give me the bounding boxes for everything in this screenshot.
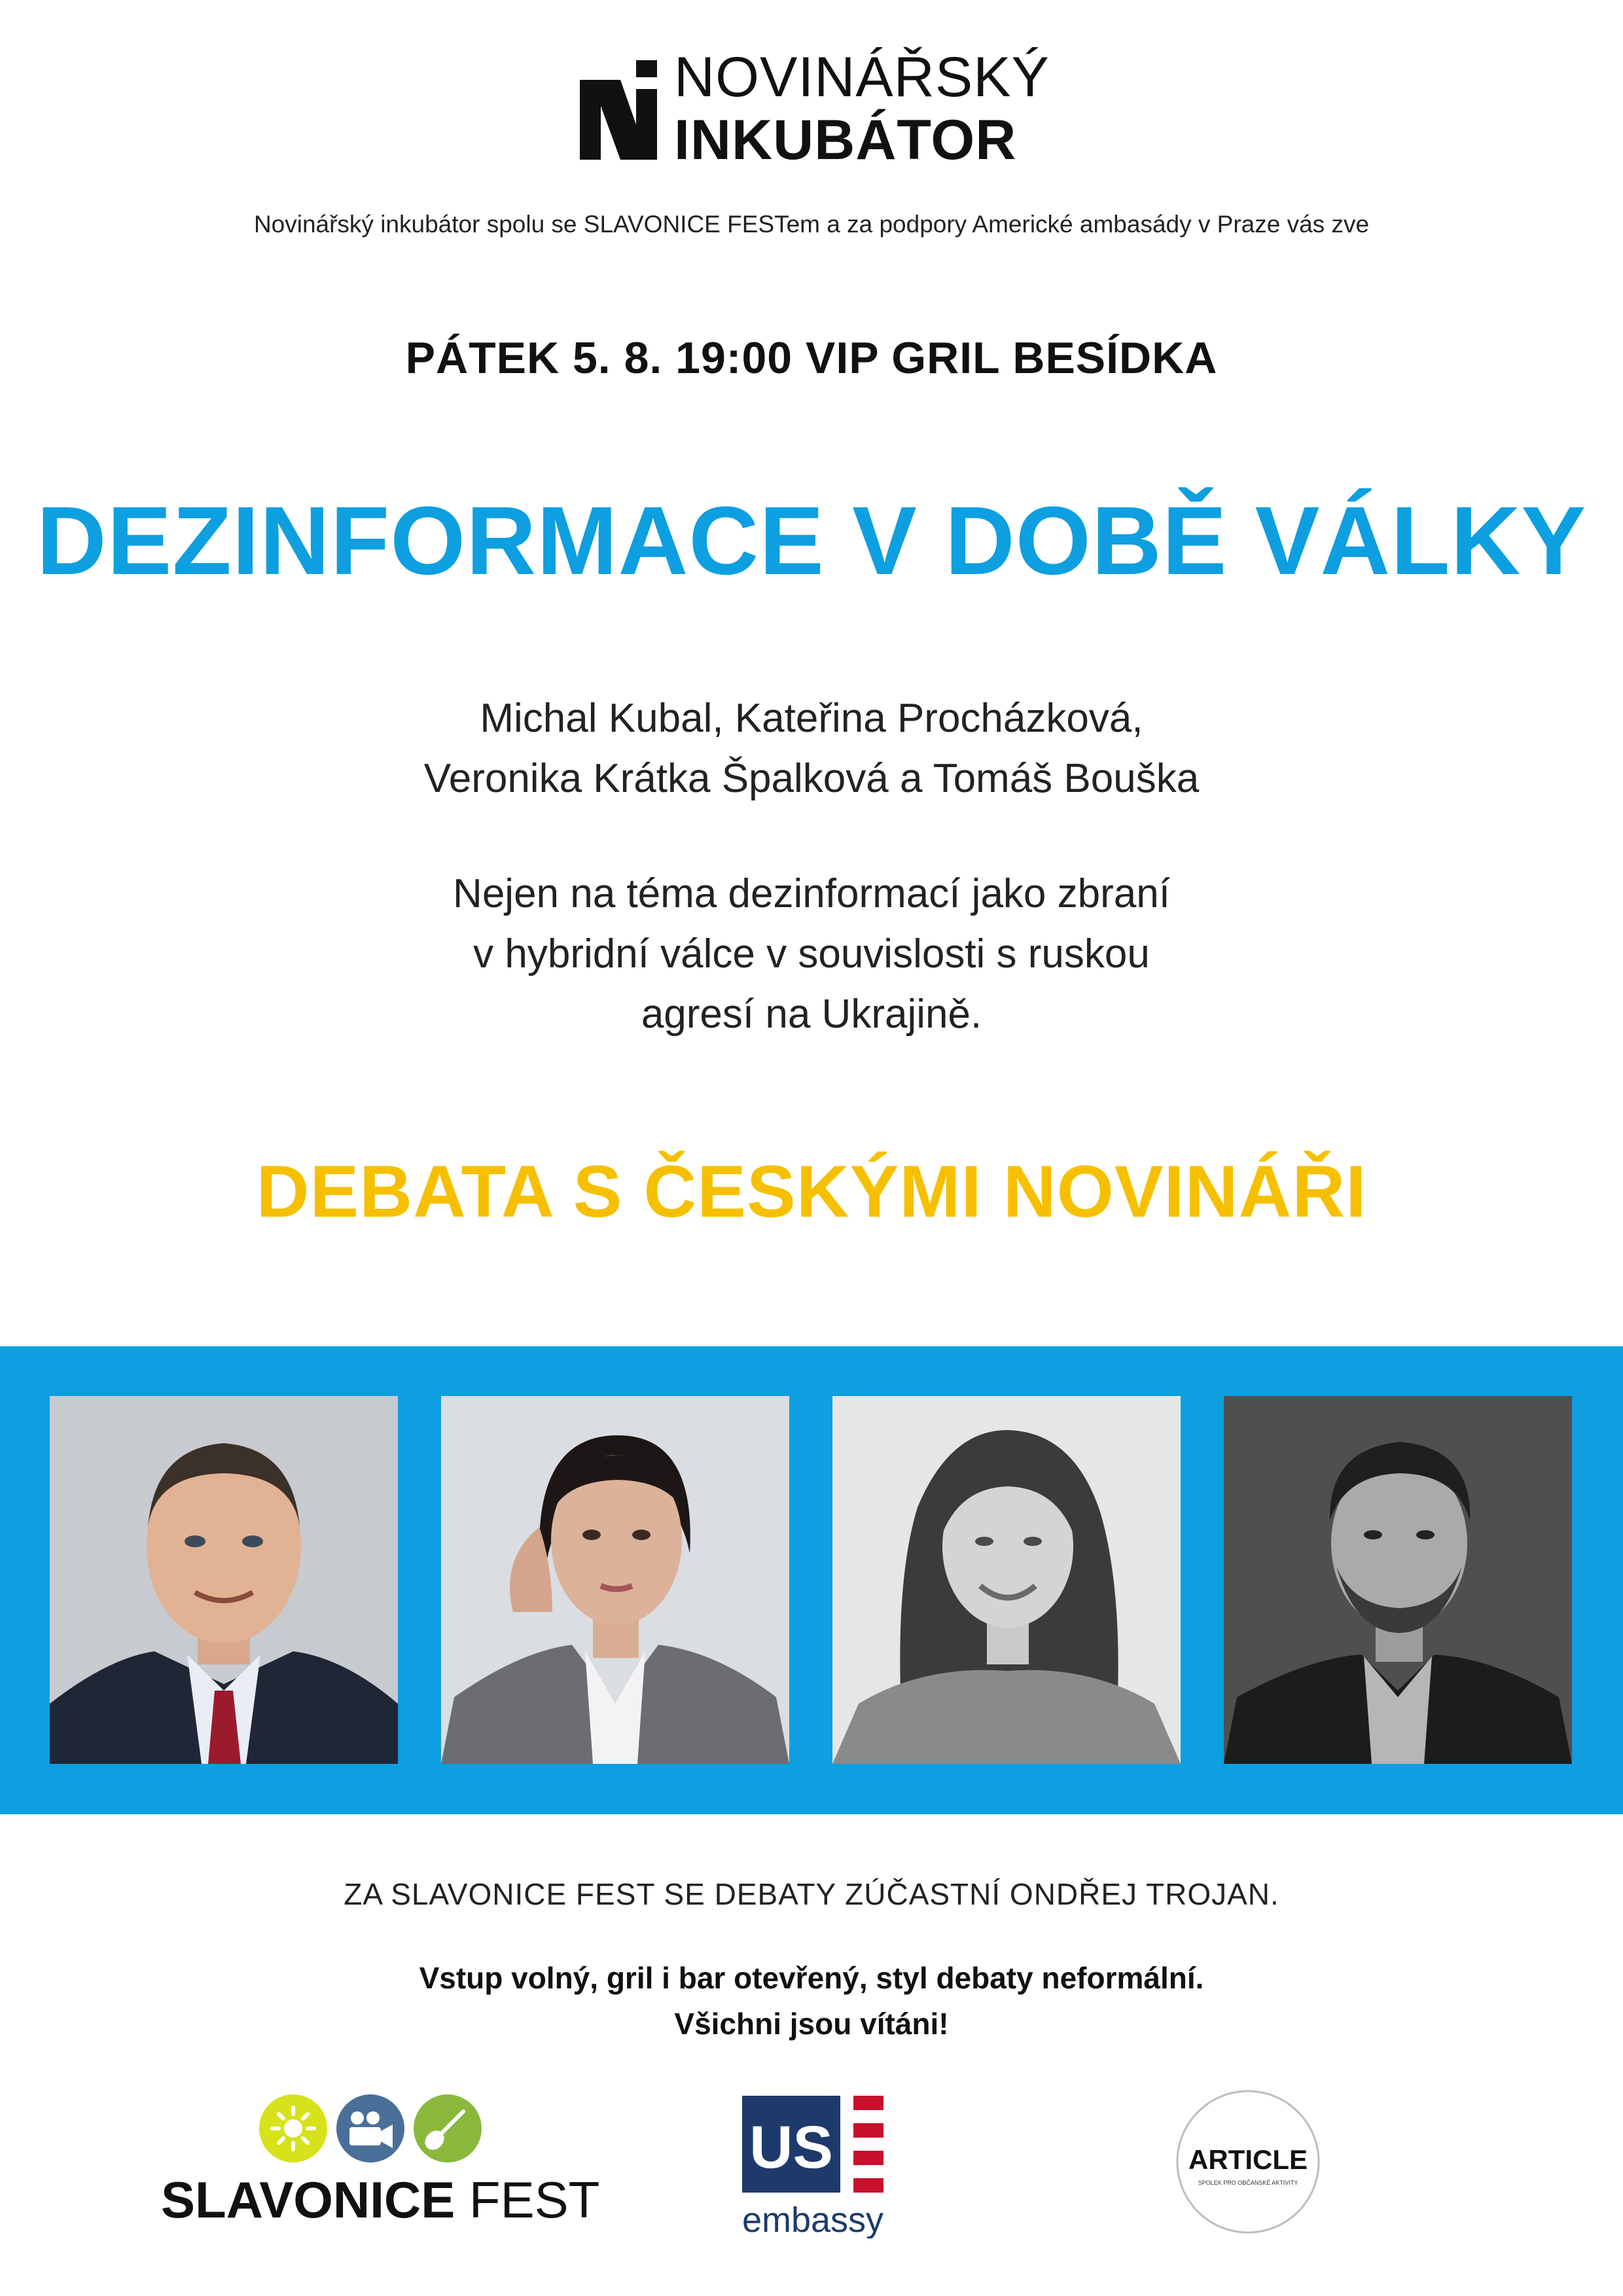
participation-note: ZA SLAVONICE FEST SE DEBATY ZÚČASTNÍ ONDŘEJ TROJAN.: [344, 1877, 1279, 1911]
article-label: ARTICLE: [1188, 2144, 1308, 2175]
embassy-label: embassy: [742, 2200, 883, 2238]
portrait-photo-woman-blazer: [441, 1396, 789, 1764]
slavonice-fest-wordmark: [161, 2170, 599, 2230]
entry-line-2: Všichni jsou vítáni!: [674, 2007, 949, 2041]
logo-line1: NOVINÁŘSKÝ: [674, 46, 1050, 109]
entry-line-1: Vstup volný, gril i bar otevřený, styl debaty neformální.: [419, 1961, 1204, 1995]
slavonice-fest-icons: [259, 2094, 482, 2162]
slavonice-bold: SLAVONICE: [161, 2171, 455, 2229]
speakers-line-2: Veronika Krátka Špalková a Tomáš Bouška: [423, 756, 1200, 801]
sun-icon: [259, 2094, 327, 2162]
debate-subtitle: DEBATA S ČESKÝMI NOVINÁŘI: [256, 1151, 1367, 1232]
topic-line-1: Nejen na téma dezinformací jako zbraní: [453, 871, 1170, 916]
topic-description: [0, 864, 1623, 1045]
portrait-photo-man-bw: [1224, 1396, 1572, 1764]
speaker-photos-band: [0, 1346, 1623, 1814]
entry-info: [0, 1955, 1623, 2047]
novinarsky-inkubator-logo-icon: [580, 60, 657, 160]
speakers-list: [0, 689, 1623, 809]
logo-line2: INKUBÁTOR: [674, 109, 1017, 171]
invitation-text: Novinářský inkubátor spolu se SLAVONICE FESTem a za podpory Americké ambasády v Praze vás zve: [253, 211, 1370, 238]
topic-line-2: v hybridní válce v souvislosti s ruskou: [473, 931, 1150, 977]
fest-light: FEST: [455, 2171, 600, 2229]
event-date: PÁTEK 5. 8. 19:00 VIP GRIL BESÍDKA: [405, 333, 1218, 383]
article-sub: SPOLEK PRO OBČANSKÉ AKTIVITY: [1198, 2179, 1298, 2186]
event-title: DEZINFORMACE V DOBĚ VÁLKY: [36, 487, 1587, 595]
camera-icon: [336, 2094, 404, 2162]
article-logo: [1175, 2089, 1321, 2234]
guitar-icon: [414, 2094, 482, 2162]
portrait-photo-man-suit: [50, 1396, 398, 1764]
us-embassy-logo: [742, 2096, 883, 2238]
us-label: US: [749, 2114, 833, 2181]
logo-wordmark: [674, 46, 1132, 171]
speakers-line-1: Michal Kubal, Kateřina Procházková,: [480, 696, 1143, 741]
topic-line-3: agresí na Ukrajině.: [641, 992, 982, 1037]
portrait-photo-woman-bw: [832, 1396, 1181, 1764]
